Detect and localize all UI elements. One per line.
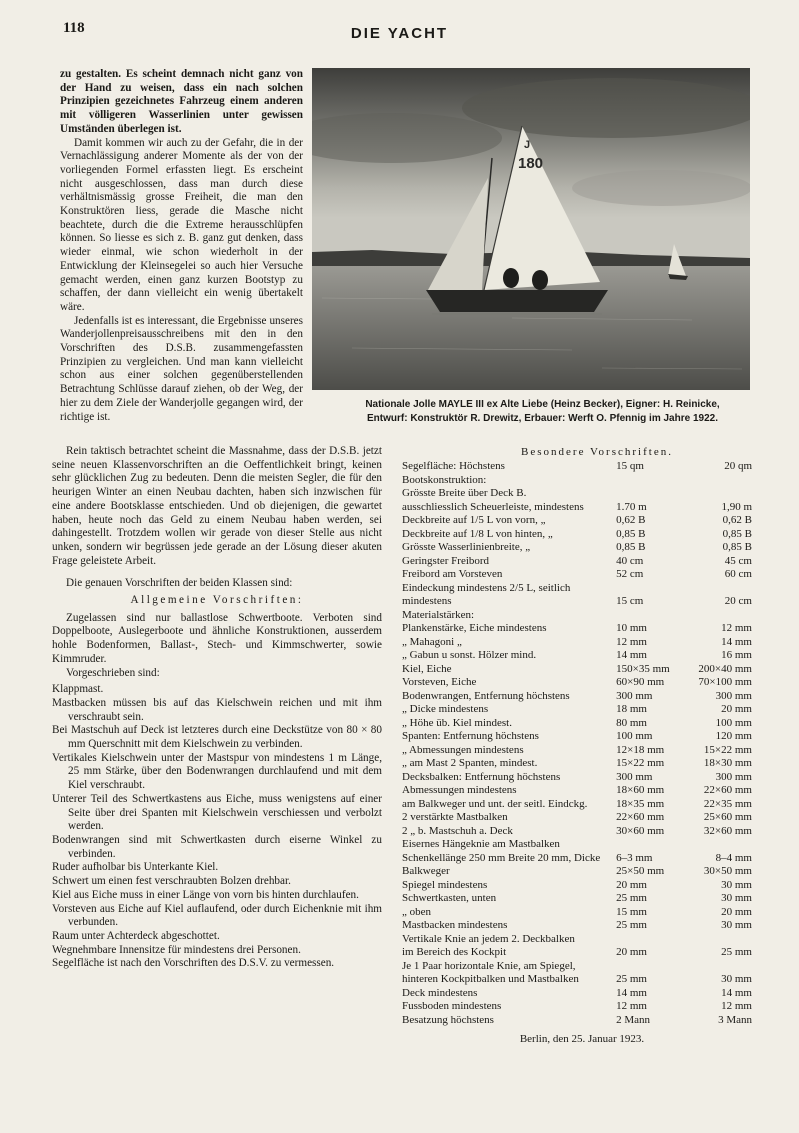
paragraph: Rein taktisch betrachtet scheint die Massnahme, dass der D.S.B. jetzt seine neuen Klassenvorschriften an die Oeffentlichkeit bringt, keinen sehr glücklichen Zug zu bedeuten. Denn die meisten Segler, die für den heurigen Winter an einen Neubau dachten, haben sich inzwischen für eine andere Bootsklasse entschieden. Und ob diejenigen, die gewartet haben, heute noch das Geld zu einem Neubau haben werden, sei dahingestellt. Trotzdem wollen wir gerade von dieser Stelle aus nicht unken, sondern wir begrüssen jede gerade an der Lösung dieser akuten Frage geleistete Arbeit. [52,445,382,567]
spec-value-20qm: 60 cm [724,568,752,580]
table-row [402,798,752,812]
spec-label: Decksbalken: Entfernung höchstens [402,770,561,783]
spec-label: ausschliesslich Scheuerleiste, mindestens [402,500,584,513]
list-item: Segelfläche ist nach den Vorschriften des D.S.V. zu vermessen. [52,957,335,970]
spec-value-20qm: 20 qm [724,460,752,472]
spec-value-15qm [610,838,687,852]
table-row [402,838,752,852]
paragraph: Damit kommen wir auch zu der Gefahr, die in der Vernachlässigung anderer Momente als der von der vorliegenden Formel erfassten liegt. Es erscheint nicht ausgeschlossen, dass man durch diese verhältnismässig grosse Freiheit, die man den Konstruktören liess, gerade die Masche nicht beachtete, durch die die Extreme herausschlüpfen können. So liesse es sich z. B. ganz gut denken, dass wieder einmal, wie schon wiederholt in der Entwicklung der Kleinsegelei so auch hier Versuche gemacht werden, einen ganz kurzen Bootstyp zu schaffen, der dann vielleicht ein wenig übertakelt wäre. [60,136,303,313]
spec-value-20qm: 22×60 mm [703,784,752,796]
special-rules-table [402,446,752,1045]
table-row [402,730,752,744]
table-row [402,811,752,825]
table-row [402,865,752,879]
table-row [402,987,752,1001]
spec-value-15qm [610,474,687,488]
list-item: Vertikales Kielschwein unter der Mastspur von mindestens 1 m Länge, 25 mm Stärke, über den Bodenwrangen durchlaufend und mit dem Kiel verschraubt. [52,751,382,792]
spec-value-20qm [687,582,752,596]
spec-label: Bootskonstruktion: [402,473,487,486]
spec-label: Vorsteven, Eiche [402,676,477,688]
spec-value-20qm: 120 mm [715,730,752,742]
spec-value-15qm: 10 mm [616,622,647,634]
spec-label: Materialstärken: [402,608,475,621]
spec-value-15qm: 12×18 mm [616,743,665,756]
spec-value-15qm: 25 mm [616,892,647,904]
spec-value-20qm [687,487,752,501]
spec-label: Spiegel mindestens [402,878,488,891]
table-row [402,649,752,663]
spec-value-20qm [687,933,752,947]
spec-label: Kiel, Eiche [402,662,452,675]
table-row [402,825,752,839]
list-item: Klappmast. [52,683,104,696]
spec-value-20qm: 30 mm [721,973,752,985]
table-row [402,568,752,582]
list-item: Bei Mastschuh auf Deck ist letzteres durch eine Deckstütze von 80 × 80 mm Querschnitt mit dem Kielschwein zu verbinden. [52,724,382,751]
spec-label: „ Gabun u sonst. Hölzer mind. [402,649,537,661]
spec-label: Deckbreite auf 1/8 L von hinten, „ [402,527,553,540]
table-row [402,636,752,650]
table-row [402,1014,752,1028]
spec-value-20qm: 25 mm [721,946,752,958]
table-row [402,784,752,798]
spec-value-15qm: 15 cm [616,595,644,607]
sail-number: 180 [518,155,544,172]
spec-value-20qm: 15×22 mm [703,743,752,756]
spec-label: „ oben [402,905,432,918]
spec-value-20qm [687,838,752,852]
spec-value-15qm: 150×35 mm [616,662,670,675]
spec-value-20qm: 100 mm [715,716,752,729]
table-title: Besondere Vorschriften. [521,446,673,458]
spec-value-20qm: 30×50 mm [703,865,752,877]
spec-value-15qm: 12 mm [616,635,647,648]
spec-value-15qm [610,487,687,501]
spec-value-15qm: 15 mm [616,905,647,918]
paragraph: Zugelassen sind nur ballastlose Schwertboote. Verboten sind Doppelboote, Auslegerboote und ähnliche Konstruktionen, ausserdem hohle Bodenformen, Ballast-, Stech- und Kimmschwerter, sowie Kimmruder. [52,611,382,665]
spec-value-15qm: 300 mm [616,689,653,702]
spec-label: Eindeckung mindestens 2/5 L, seitlich [402,581,571,594]
spec-value-15qm: 12 mm [616,1000,647,1012]
spec-label: Fussboden mindestens [402,1000,502,1012]
list-item: Kiel aus Eiche muss in einer Länge von vorn bis hinten durchlaufen. [52,888,359,901]
spec-label: Deck mindestens [402,986,478,999]
sailboat-photo [312,68,750,390]
spec-label: Besatzung höchstens [402,1013,494,1026]
spec-value-20qm: 300 mm [715,770,752,783]
table-row [402,609,752,623]
table-row [402,946,752,960]
table-row [402,690,752,704]
spec-value-20qm: 8–4 mm [715,851,752,864]
spec-label: Mastbacken mindestens [402,919,508,931]
spec-label: Abmessungen mindestens [402,784,517,796]
spec-value-15qm [610,582,687,596]
spec-value-20qm: 30 mm [721,892,752,904]
spec-value-20qm: 3 Mann [718,1013,752,1026]
table-row [402,919,752,933]
spec-label: Grösste Wasserlinienbreite, „ [402,541,531,553]
spec-value-15qm: 25×50 mm [616,865,665,877]
spec-value-15qm: 14 mm [616,986,647,999]
spec-value-15qm: 18×60 mm [616,784,665,796]
spec-value-15qm [610,960,687,974]
spec-value-15qm: 20 mm [616,878,647,891]
spec-value-15qm: 300 mm [616,770,653,783]
spec-value-15qm: 100 mm [616,730,653,742]
spec-label: mindestens [402,595,452,607]
spec-value-20qm: 30 mm [721,878,752,891]
spec-value-20qm [687,960,752,974]
list-item: Mastbacken müssen bis auf das Kielschwein reichen und mit ihm verschraubt sein. [52,696,382,723]
photo-caption [330,398,755,426]
section-heading: Allgemeine Vorschriften: [130,594,304,607]
spec-label: Geringster Freibord [402,554,490,567]
caption-line: Entwurf: Konstruktör R. Drewitz, Erbauer: Werft O. Pfennig im Jahre 1922. [367,413,718,424]
spec-label: Deckbreite auf 1/5 L von vorn, „ [402,514,546,526]
spec-value-20qm: 14 mm [721,635,752,648]
caption-line: Nationale Jolle MAYLE III ex Alte Liebe (Heinz Becker), Eigner: H. Reinicke, [365,399,720,410]
spec-value-20qm: 0,85 B [722,541,752,553]
spec-value-15qm: 15×22 mm [616,757,665,769]
spec-label: Eisernes Hängeknie am Mastbalken [402,838,560,850]
table-row [402,487,752,501]
spec-value-15qm [610,933,687,947]
spec-value-20qm: 25×60 mm [703,811,752,823]
spec-value-20qm: 30 mm [721,919,752,931]
spec-value-20qm: 45 cm [724,554,752,567]
spec-value-15qm: 52 cm [616,568,644,580]
table-row [402,892,752,906]
spec-value-20qm: 0,85 B [722,527,752,540]
spec-label: 2 verstärkte Mastbalken [402,811,508,823]
rules-list [52,683,382,971]
table-row [402,460,752,474]
spec-label: hinteren Kockpitbalken und Mastbalken [402,973,579,985]
spec-value-15qm: 0,85 B [616,527,646,540]
spec-label: 2 „ b. Mastschuh a. Deck [402,824,513,837]
spec-label: Segelfläche: Höchstens [402,460,505,472]
spec-label: Balkweger [402,865,450,877]
spec-value-20qm: 20 mm [721,905,752,918]
spec-value-15qm: 0,62 B [616,514,646,526]
left-column-top [60,68,303,424]
spec-value-15qm: 2 Mann [616,1013,651,1026]
spec-value-20qm: 1,90 m [721,500,752,513]
spec-value-15qm: 80 mm [616,716,647,729]
table-row [402,933,752,947]
spec-value-15qm: 18 mm [616,703,647,715]
spec-value-20qm [687,474,752,488]
table-row [402,852,752,866]
spec-value-15qm: 18×35 mm [616,797,665,810]
table-row [402,501,752,515]
spec-value-15qm: 40 cm [616,554,644,567]
paragraph: Jedenfalls ist es interessant, die Ergebnisse unseres Wanderjollenpreisausschreibens mit den in den Vorschriften des D.S.B. zusammengefassten Prinzipien zu vergleichen. Und man kann vielleicht schon aus einer solchen gegenüberstellenden Betrachtung Schlüsse darauf ziehen, ob der Weg, der hier zu dem Ziele der Wanderjolle gegangen wird, der richtige ist. [60,314,303,423]
spec-value-15qm: 25 mm [616,919,647,931]
spec-value-20qm: 18×30 mm [703,757,752,769]
table-row [402,676,752,690]
table-row [402,555,752,569]
prescribed-label: Vorgeschrieben sind: [66,666,160,679]
spec-value-15qm: 30×60 mm [616,824,665,837]
spec-value-20qm: 300 mm [715,689,752,702]
signoff: Berlin, den 25. Januar 1923. [519,1033,645,1045]
spec-value-15qm [610,609,687,623]
intro-text: Die genauen Vorschriften der beiden Klassen sind: [66,577,293,590]
spec-label: Spanten: Entfernung höchstens [402,730,539,742]
table-row [402,514,752,528]
spec-label: Freibord am Vorsteven [402,568,503,580]
table-row [402,717,752,731]
table-row [402,582,752,596]
list-item: Unterer Teil des Schwertkastens aus Eiche, muss wenigstens auf einer Seite über drei Spanten mit Kielschwein verschiessen und verbolzt werden. [52,792,382,833]
page-number: 118 [63,20,85,36]
spec-label: am Balkweger und unt. der seitl. Eindckg. [402,797,588,810]
paragraph: zu gestalten. Es scheint demnach nicht ganz von der Hand zu weisen, dass ein nach solchen Prinzipien gezeichnetes Fahrzeug einem anderen mit völligeren Wasserlinien unter gewissen Umständen überlegen ist. [60,68,303,135]
list-item: Raum unter Achterdeck abgeschottet. [52,929,220,942]
spec-value-20qm: 20 mm [721,703,752,715]
spec-value-20qm [687,609,752,623]
spec-label: Vertikale Knie an jedem 2. Deckbalken [402,932,575,945]
table-row [402,906,752,920]
spec-label: Plankenstärke, Eiche mindestens [402,622,547,634]
journal-title: DIE YACHT [350,25,449,42]
spec-table [402,460,752,1027]
table-row [402,771,752,785]
spec-value-20qm: 0,62 B [722,514,752,526]
table-row [402,744,752,758]
list-item: Ruder aufholbar bis Unterkante Kiel. [52,861,219,874]
spec-label: im Bereich des Kockpit [402,946,507,958]
spec-label: „ Höhe üb. Kiel mindest. [402,716,512,729]
spec-value-20qm: 200×40 mm [698,662,752,675]
spec-value-15qm: 60×90 mm [616,676,665,688]
spec-value-15qm: 6–3 mm [616,851,653,864]
spec-label: Bodenwrangen, Entfernung höchstens [402,689,570,702]
spec-value-15qm: 25 mm [616,973,647,985]
spec-value-15qm: 15 qm [616,460,644,472]
spec-label: Grösste Breite über Deck B. [402,487,527,499]
spec-label: Schwertkasten, unten [402,892,497,904]
spec-value-20qm: 32×60 mm [703,824,752,837]
spec-value-15qm: 1.70 m [616,500,647,513]
spec-label: „ am Mast 2 Spanten, mindest. [402,757,538,769]
spec-value-15qm: 22×60 mm [616,811,665,823]
spec-value-20qm: 12 mm [721,1000,752,1012]
spec-value-20qm: 16 mm [721,649,752,661]
list-item: Bodenwrangen sind mit Schwertkasten durch eiserne Winkel zu verbinden. [52,833,382,860]
table-row [402,879,752,893]
list-item: Schwert um einen fest verschraubten Bolzen drehbar. [52,875,291,888]
spec-label: „ Abmessungen mindestens [402,743,524,756]
table-row [402,474,752,488]
spec-value-15qm: 14 mm [616,649,647,661]
list-item: Vorsteven aus Eiche auf Kiel auflaufend, oder durch Eichenknie mit ihm verbunden. [52,902,382,929]
sail-letter: J [524,139,531,151]
table-row [402,960,752,974]
table-row [402,757,752,771]
table-row [402,595,752,609]
table-row [402,541,752,555]
spec-value-15qm: 0,85 B [616,541,646,553]
spec-value-20qm: 70×100 mm [698,676,752,688]
list-item: Wegnehmbare Innensitze für mindestens drei Personen. [52,943,301,956]
spec-label: „ Dicke mindestens [402,703,489,715]
table-row [402,663,752,677]
spec-value-20qm: 12 mm [721,622,752,634]
spec-value-20qm: 22×35 mm [703,797,752,810]
spec-value-15qm: 20 mm [616,946,647,958]
spec-label: Schenkellänge 250 mm Breite 20 mm, Dicke [402,851,601,864]
spec-value-20qm: 14 mm [721,986,752,999]
table-row [402,703,752,717]
left-column-bottom [52,445,382,971]
spec-value-20qm: 20 cm [724,595,752,607]
table-row [402,622,752,636]
spec-label: „ Mahagoni „ [402,635,462,648]
spec-label: Je 1 Paar horizontale Knie, am Spiegel, [402,959,576,972]
table-row [402,973,752,987]
table-row [402,1000,752,1014]
table-row [402,528,752,542]
